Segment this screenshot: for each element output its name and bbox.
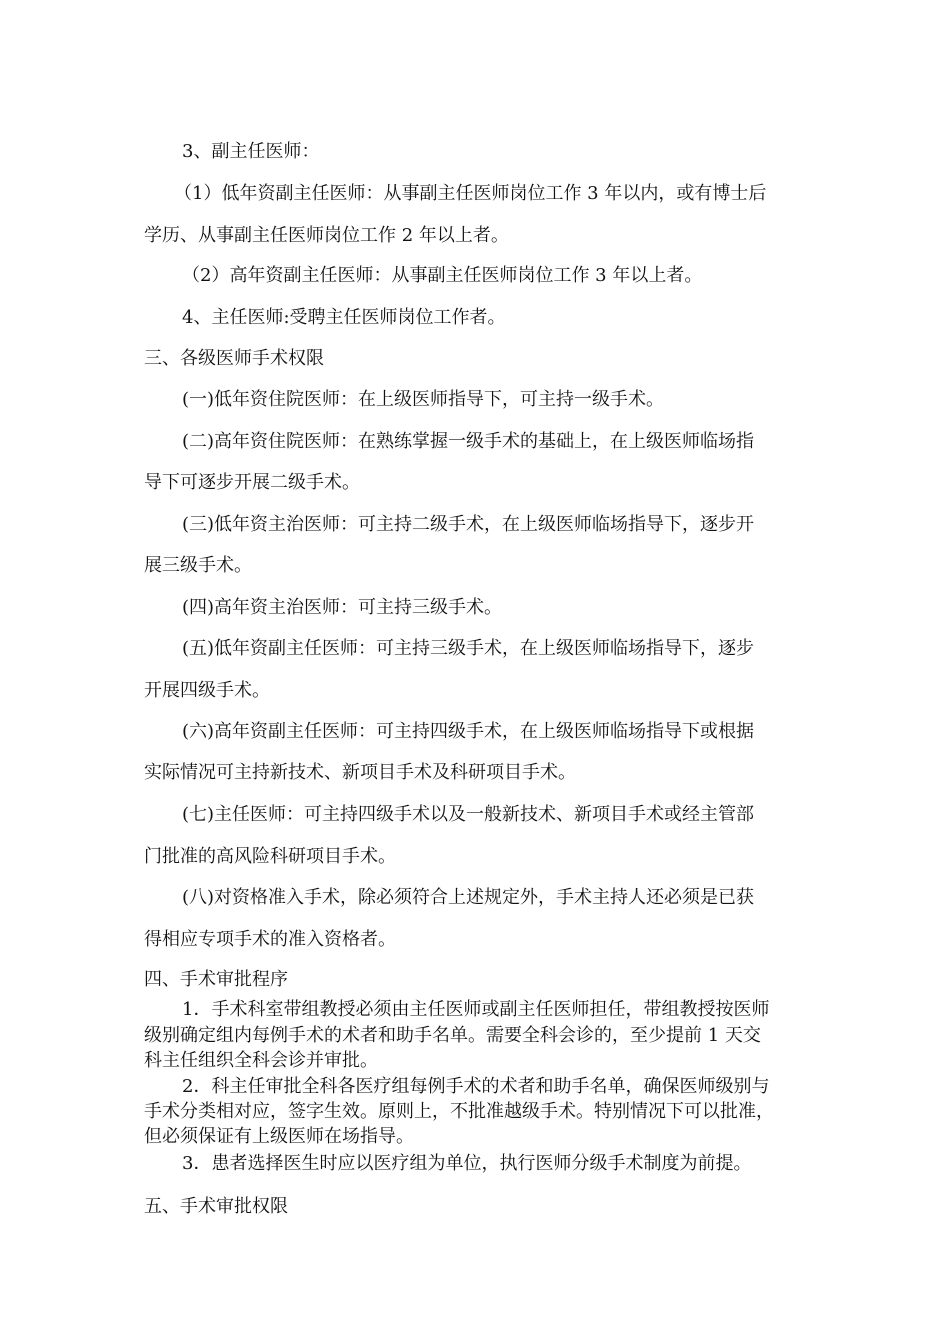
line-28: 3．患者选择医生时应以医疗组为单位，执行医师分级手术制度为前提。 (182, 1153, 752, 1174)
line-4: （2）高年资副主任医师：从事副主任医师岗位工作 3 年以上者。 (182, 265, 703, 286)
section-heading-5: 五、手术审批权限 (144, 1196, 288, 1217)
line-8: (二)高年资住院医师：在熟练掌握一级手术的基础上，在上级医师临场指 (182, 431, 755, 452)
line-3: 学历、从事副主任医师岗位工作 2 年以上者。 (144, 225, 509, 246)
line-19: (八)对资格准入手术，除必须符合上述规定外，手术主持人还必须是已获 (182, 887, 755, 908)
line-27: 但必须保证有上级医师在场指导。 (144, 1126, 414, 1147)
line-22: 1．手术科室带组教授必须由主任医师或副主任医师担任，带组教授按医师 (182, 999, 770, 1020)
line-24: 科主任组织全科会诊并审批。 (144, 1050, 378, 1071)
line-11: 展三级手术。 (144, 555, 252, 576)
section-heading-3: 三、各级医师手术权限 (144, 348, 324, 369)
line-16: 实际情况可主持新技术、新项目手术及科研项目手术。 (144, 762, 576, 783)
line-1: 3、副主任医师： (182, 141, 320, 162)
line-15: (六)高年资副主任医师：可主持四级手术，在上级医师临场指导下或根据 (182, 721, 755, 742)
line-25: 2．科主任审批全科各医疗组每例手术的术者和助手名单，确保医师级别与 (182, 1076, 770, 1097)
line-14: 开展四级手术。 (144, 680, 270, 701)
line-12: (四)高年资主治医师：可主持三级手术。 (182, 597, 503, 618)
line-7: (一)低年资住院医师：在上级医师指导下，可主持一级手术。 (182, 389, 665, 410)
line-23: 级别确定组内每例手术的术者和助手名单。需要全科会诊的，至少提前 1 天交 (144, 1025, 761, 1046)
line-10: (三)低年资主治医师：可主持二级手术，在上级医师临场指导下，逐步开 (182, 514, 755, 535)
line-26: 手术分类相对应，签字生效。原则上，不批准越级手术。特别情况下可以批准， (144, 1101, 774, 1122)
line-20: 得相应专项手术的准入资格者。 (144, 929, 396, 950)
line-2: （1）低年资副主任医师：从事副主任医师岗位工作 3 年以内，或有博士后 (174, 183, 767, 204)
line-18: 门批准的高风险科研项目手术。 (144, 846, 396, 867)
section-heading-4: 四、手术审批程序 (144, 969, 288, 990)
line-17: (七)主任医师：可主持四级手术以及一般新技术、新项目手术或经主管部 (182, 804, 755, 825)
line-9: 导下可逐步开展二级手术。 (144, 472, 360, 493)
line-13: (五)低年资副主任医师：可主持三级手术，在上级医师临场指导下，逐步 (182, 638, 755, 659)
line-5: 4、主任医师:受聘主任医师岗位工作者。 (182, 307, 506, 328)
